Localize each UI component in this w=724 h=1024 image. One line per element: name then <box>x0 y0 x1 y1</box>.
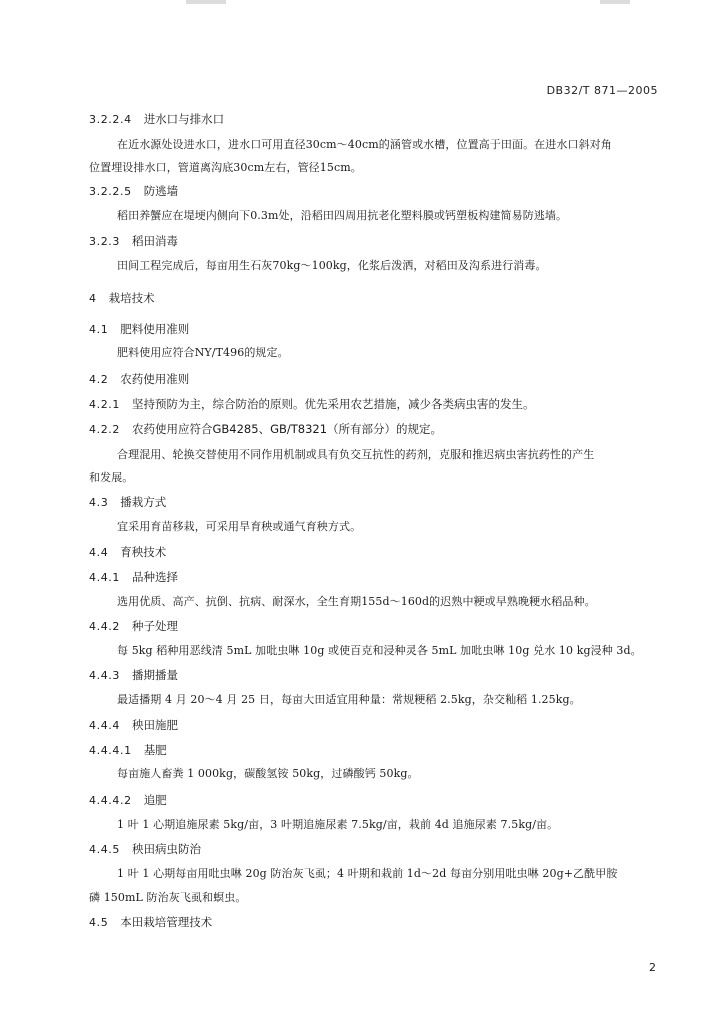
section-title: 本田栽培管理技术 <box>120 915 213 929</box>
section-title: 农药使用应符合GB4285、GB/T8321（所有部分）的规定。 <box>132 422 443 436</box>
section-number: 4.4.4.2 <box>89 794 132 807</box>
section-heading <box>89 915 212 930</box>
section-number: 4.4.1 <box>89 571 120 584</box>
section-heading <box>89 718 178 733</box>
section-number: 4.1 <box>89 323 109 336</box>
section-title: 播期播量 <box>132 668 178 682</box>
section-title: 坚持预防为主，综合防治的原则。优先采用农艺措施，减少各类病虫害的发生。 <box>132 397 535 411</box>
section-number: 4.4.4.1 <box>89 744 132 757</box>
paragraph-line: 肥料使用应符合NY/T496的规定。 <box>117 346 289 359</box>
section-title: 育秧技术 <box>120 545 167 559</box>
section-number: 4.2.2 <box>89 423 120 436</box>
section-number: 4.4.4 <box>89 719 120 732</box>
section-title: 基肥 <box>143 743 167 757</box>
section-number: 3.2.3 <box>89 235 120 248</box>
section-title: 防逃墙 <box>143 184 179 198</box>
section-heading <box>89 842 201 857</box>
section-heading <box>89 112 224 127</box>
paragraph-line: 稻田养蟹应在堤埂内侧向下0.3m处，沿稻田四周用抗老化塑料膜或钙塑板构建简易防逃墙。 <box>117 209 568 222</box>
paragraph-line: 最适播期 4 月 20～4 月 25 日，每亩大田适宜用种量：常规粳稻 2.5kg，杂交籼稻 1.25kg。 <box>117 693 581 706</box>
section-heading <box>89 570 178 585</box>
section-number: 4.4.2 <box>89 620 120 633</box>
section-heading <box>89 793 167 808</box>
paragraph-line: 1 叶 1 心期追施尿素 5kg/亩，3 叶期追施尿素 7.5kg/亩，栽前 4d 追施尿素 7.5kg/亩。 <box>117 818 559 831</box>
section-heading <box>89 619 178 634</box>
section-title: 秧田施肥 <box>132 718 178 732</box>
section-title: 播栽方式 <box>120 495 167 509</box>
section-title: 追肥 <box>143 793 167 807</box>
section-heading <box>89 372 189 387</box>
paragraph-line: 和发展。 <box>89 471 134 484</box>
paragraph-line: 磷 150mL 防治灰飞虱和螟虫。 <box>89 891 247 904</box>
section-title: 栽培技术 <box>108 291 155 305</box>
paragraph-line: 每亩施人畜粪 1 000kg，碳酸氢铵 50kg，过磷酸钙 50kg。 <box>117 767 419 780</box>
paragraph-line: 宜采用育苗移栽，可采用旱育秧或通气育秧方式。 <box>117 520 362 533</box>
paragraph-line: 在近水源处设进水口，进水口可用直径30cm～40cm的涵管或水槽，位置高于田面。在进水口斜对角 <box>117 138 612 151</box>
section-number: 4.3 <box>89 496 109 509</box>
section-heading <box>89 545 166 560</box>
section-number: 3.2.2.4 <box>89 113 132 126</box>
section-title: 稻田消毒 <box>132 234 178 248</box>
section-number: 4.4.3 <box>89 669 120 682</box>
section-heading <box>89 322 189 337</box>
document-code: DB32/T 871—2005 <box>546 84 658 97</box>
section-number: 4.2.1 <box>89 398 120 411</box>
section-heading <box>89 397 535 412</box>
paragraph-line: 选用优质、高产、抗倒、抗病、耐深水，全生育期155d～160d的迟熟中粳或早熟晚粳水稻品种。 <box>117 595 596 608</box>
section-title: 种子处理 <box>132 619 178 633</box>
section-number: 4.5 <box>89 916 109 929</box>
paragraph-line: 每 5kg 稻种用恶线清 5mL 加吡虫啉 10g 或使百克和浸种灵各 5mL 加吡虫啉 10g 兑水 10 kg浸种 3d。 <box>117 644 642 657</box>
section-number: 4.4 <box>89 546 109 559</box>
section-heading <box>89 422 442 437</box>
section-heading <box>89 668 178 683</box>
paragraph-line: 1 叶 1 心期每亩用吡虫啉 20g 防治灰飞虱；4 叶期和栽前 1d～2d 每亩分别用吡虫啉 20g+乙酰甲胺 <box>117 867 618 880</box>
scan-edge-mark <box>600 0 630 4</box>
section-number: 4.4.5 <box>89 843 120 856</box>
section-heading <box>89 743 167 758</box>
section-title: 秧田病虫防治 <box>132 842 201 856</box>
paragraph-line: 合理混用、轮换交替使用不同作用机制或具有负交互抗性的药剂，克服和推迟病虫害抗药性的产生 <box>117 448 595 461</box>
scan-edge-mark <box>186 0 226 4</box>
section-title: 进水口与排水口 <box>143 112 225 126</box>
section-number: 4.2 <box>89 373 109 386</box>
section-heading <box>89 234 178 249</box>
section-title: 品种选择 <box>132 570 178 584</box>
paragraph-line: 田间工程完成后，每亩用生石灰70kg～100kg，化浆后泼洒，对稻田及沟系进行消毒。 <box>117 259 547 272</box>
section-number: 3.2.2.5 <box>89 185 132 198</box>
page-number: 2 <box>649 961 656 974</box>
section-title: 农药使用准则 <box>120 372 190 386</box>
section-title: 肥料使用准则 <box>120 322 190 336</box>
section-number: 4 <box>89 292 97 305</box>
section-heading <box>89 495 166 510</box>
paragraph-line: 位置埋设排水口，管道离沟底30cm左右，管径15cm。 <box>89 161 362 174</box>
chapter-heading <box>89 291 155 306</box>
section-heading <box>89 184 178 199</box>
